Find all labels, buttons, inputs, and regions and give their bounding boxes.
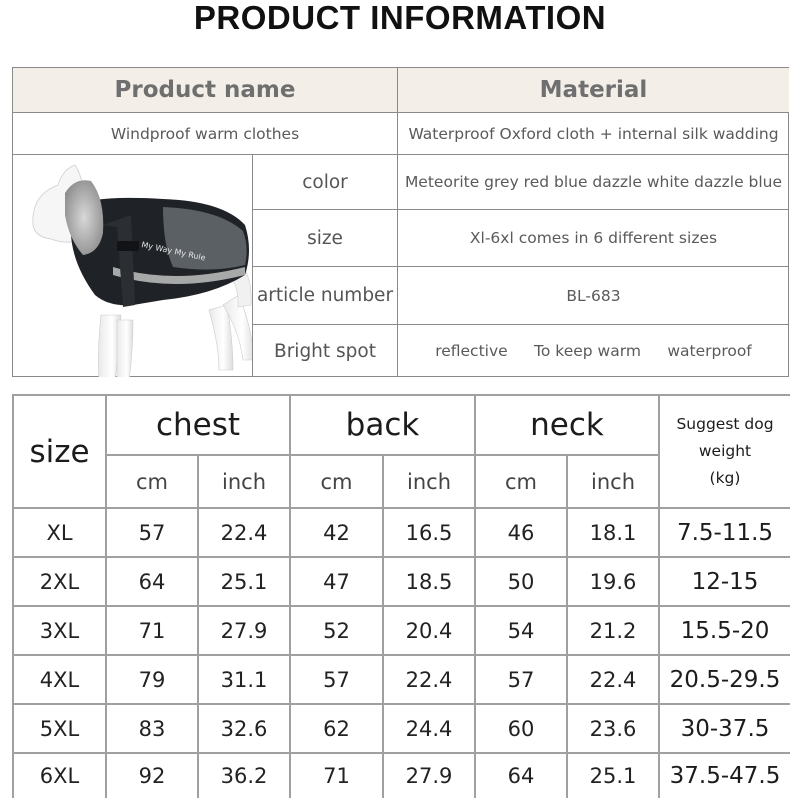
measurement-cell: 32.6 <box>199 705 289 752</box>
weight-cell: 15.5-20 <box>660 607 790 654</box>
weight-cell: 30-37.5 <box>660 705 790 752</box>
divider <box>253 266 789 267</box>
measurement-cell: 42 <box>291 509 382 556</box>
size-cell: 4XL <box>14 656 105 703</box>
size-chart-table <box>12 394 790 798</box>
neck-header: neck <box>476 396 658 454</box>
measurement-cell: 47 <box>291 558 382 605</box>
article-number-value: BL-683 <box>566 286 621 305</box>
size-label: size <box>307 227 343 249</box>
measurement-cell: 50 <box>476 558 566 605</box>
dog-jacket-image <box>13 155 253 377</box>
measurement-cell: 52 <box>291 607 382 654</box>
measurement-cell: 54 <box>476 607 566 654</box>
size-cell: 6XL <box>14 754 105 798</box>
measurement-cell: 92 <box>107 754 197 798</box>
measurement-cell: 83 <box>107 705 197 752</box>
color-value: Meteorite grey red blue dazzle white dazzle blue <box>404 173 783 191</box>
weight-header-line: Suggest dog <box>676 415 774 433</box>
material-value: Waterproof Oxford cloth + internal silk wadding <box>408 124 779 143</box>
jacket-print-text: My Way My Rule <box>140 240 207 263</box>
color-label: color <box>302 171 348 193</box>
bright-spot-keep-warm: To keep warm <box>534 342 641 360</box>
measurement-cell: 19.6 <box>568 558 658 605</box>
bright-spot-waterproof: waterproof <box>667 342 752 360</box>
measurement-cell: 24.4 <box>384 705 474 752</box>
size-header: size <box>14 396 105 507</box>
measurement-cell: 57 <box>476 656 566 703</box>
divider <box>252 154 253 377</box>
unit-header: inch <box>199 456 289 507</box>
bright-spot-reflective: reflective <box>435 342 508 360</box>
measurement-cell: 22.4 <box>568 656 658 703</box>
measurement-cell: 25.1 <box>568 754 658 798</box>
measurement-cell: 27.9 <box>384 754 474 798</box>
size-cell: 3XL <box>14 607 105 654</box>
measurement-cell: 71 <box>107 607 197 654</box>
measurement-cell: 21.2 <box>568 607 658 654</box>
divider <box>253 209 789 210</box>
measurement-cell: 64 <box>476 754 566 798</box>
unit-header: cm <box>107 456 197 507</box>
measurement-cell: 20.4 <box>384 607 474 654</box>
product-name-header: Product name <box>13 68 397 112</box>
measurement-cell: 46 <box>476 509 566 556</box>
unit-header: inch <box>384 456 474 507</box>
measurement-cell: 27.9 <box>199 607 289 654</box>
size-cell: 5XL <box>14 705 105 752</box>
weight-cell: 12-15 <box>660 558 790 605</box>
weight-header <box>660 396 790 507</box>
size-cell: 2XL <box>14 558 105 605</box>
measurement-cell: 60 <box>476 705 566 752</box>
measurement-cell: 18.5 <box>384 558 474 605</box>
product-info-table <box>12 67 789 377</box>
page-title: PRODUCT INFORMATION <box>193 0 607 36</box>
divider <box>13 112 789 113</box>
measurement-cell: 25.1 <box>199 558 289 605</box>
measurement-cell: 36.2 <box>199 754 289 798</box>
material-header: Material <box>398 68 789 112</box>
weight-header-line: (kg) <box>709 469 741 487</box>
article-number-label: article number <box>256 285 394 306</box>
divider <box>13 154 789 155</box>
weight-cell: 7.5-11.5 <box>660 509 790 556</box>
unit-header: cm <box>476 456 566 507</box>
measurement-cell: 22.4 <box>384 656 474 703</box>
unit-header: cm <box>291 456 382 507</box>
measurement-cell: 16.5 <box>384 509 474 556</box>
measurement-cell: 23.6 <box>568 705 658 752</box>
measurement-cell: 71 <box>291 754 382 798</box>
measurement-cell: 64 <box>107 558 197 605</box>
size-value: Xl-6xl comes in 6 different sizes <box>469 229 718 247</box>
divider <box>253 324 789 325</box>
measurement-cell: 57 <box>291 656 382 703</box>
size-cell: XL <box>14 509 105 556</box>
measurement-cell: 22.4 <box>199 509 289 556</box>
unit-header: inch <box>568 456 658 507</box>
measurement-cell: 62 <box>291 705 382 752</box>
bright-spot-values <box>398 325 789 377</box>
product-name-value: Windproof warm clothes <box>110 124 300 143</box>
measurement-cell: 18.1 <box>568 509 658 556</box>
weight-cell: 20.5-29.5 <box>660 656 790 703</box>
measurement-cell: 57 <box>107 509 197 556</box>
weight-cell: 37.5-47.5 <box>660 754 790 798</box>
chest-header: chest <box>107 396 289 454</box>
back-header: back <box>291 396 474 454</box>
measurement-cell: 79 <box>107 656 197 703</box>
weight-header-line: weight <box>698 442 752 460</box>
measurement-cell: 31.1 <box>199 656 289 703</box>
divider <box>397 68 398 377</box>
bright-spot-label: Bright spot <box>274 340 376 362</box>
